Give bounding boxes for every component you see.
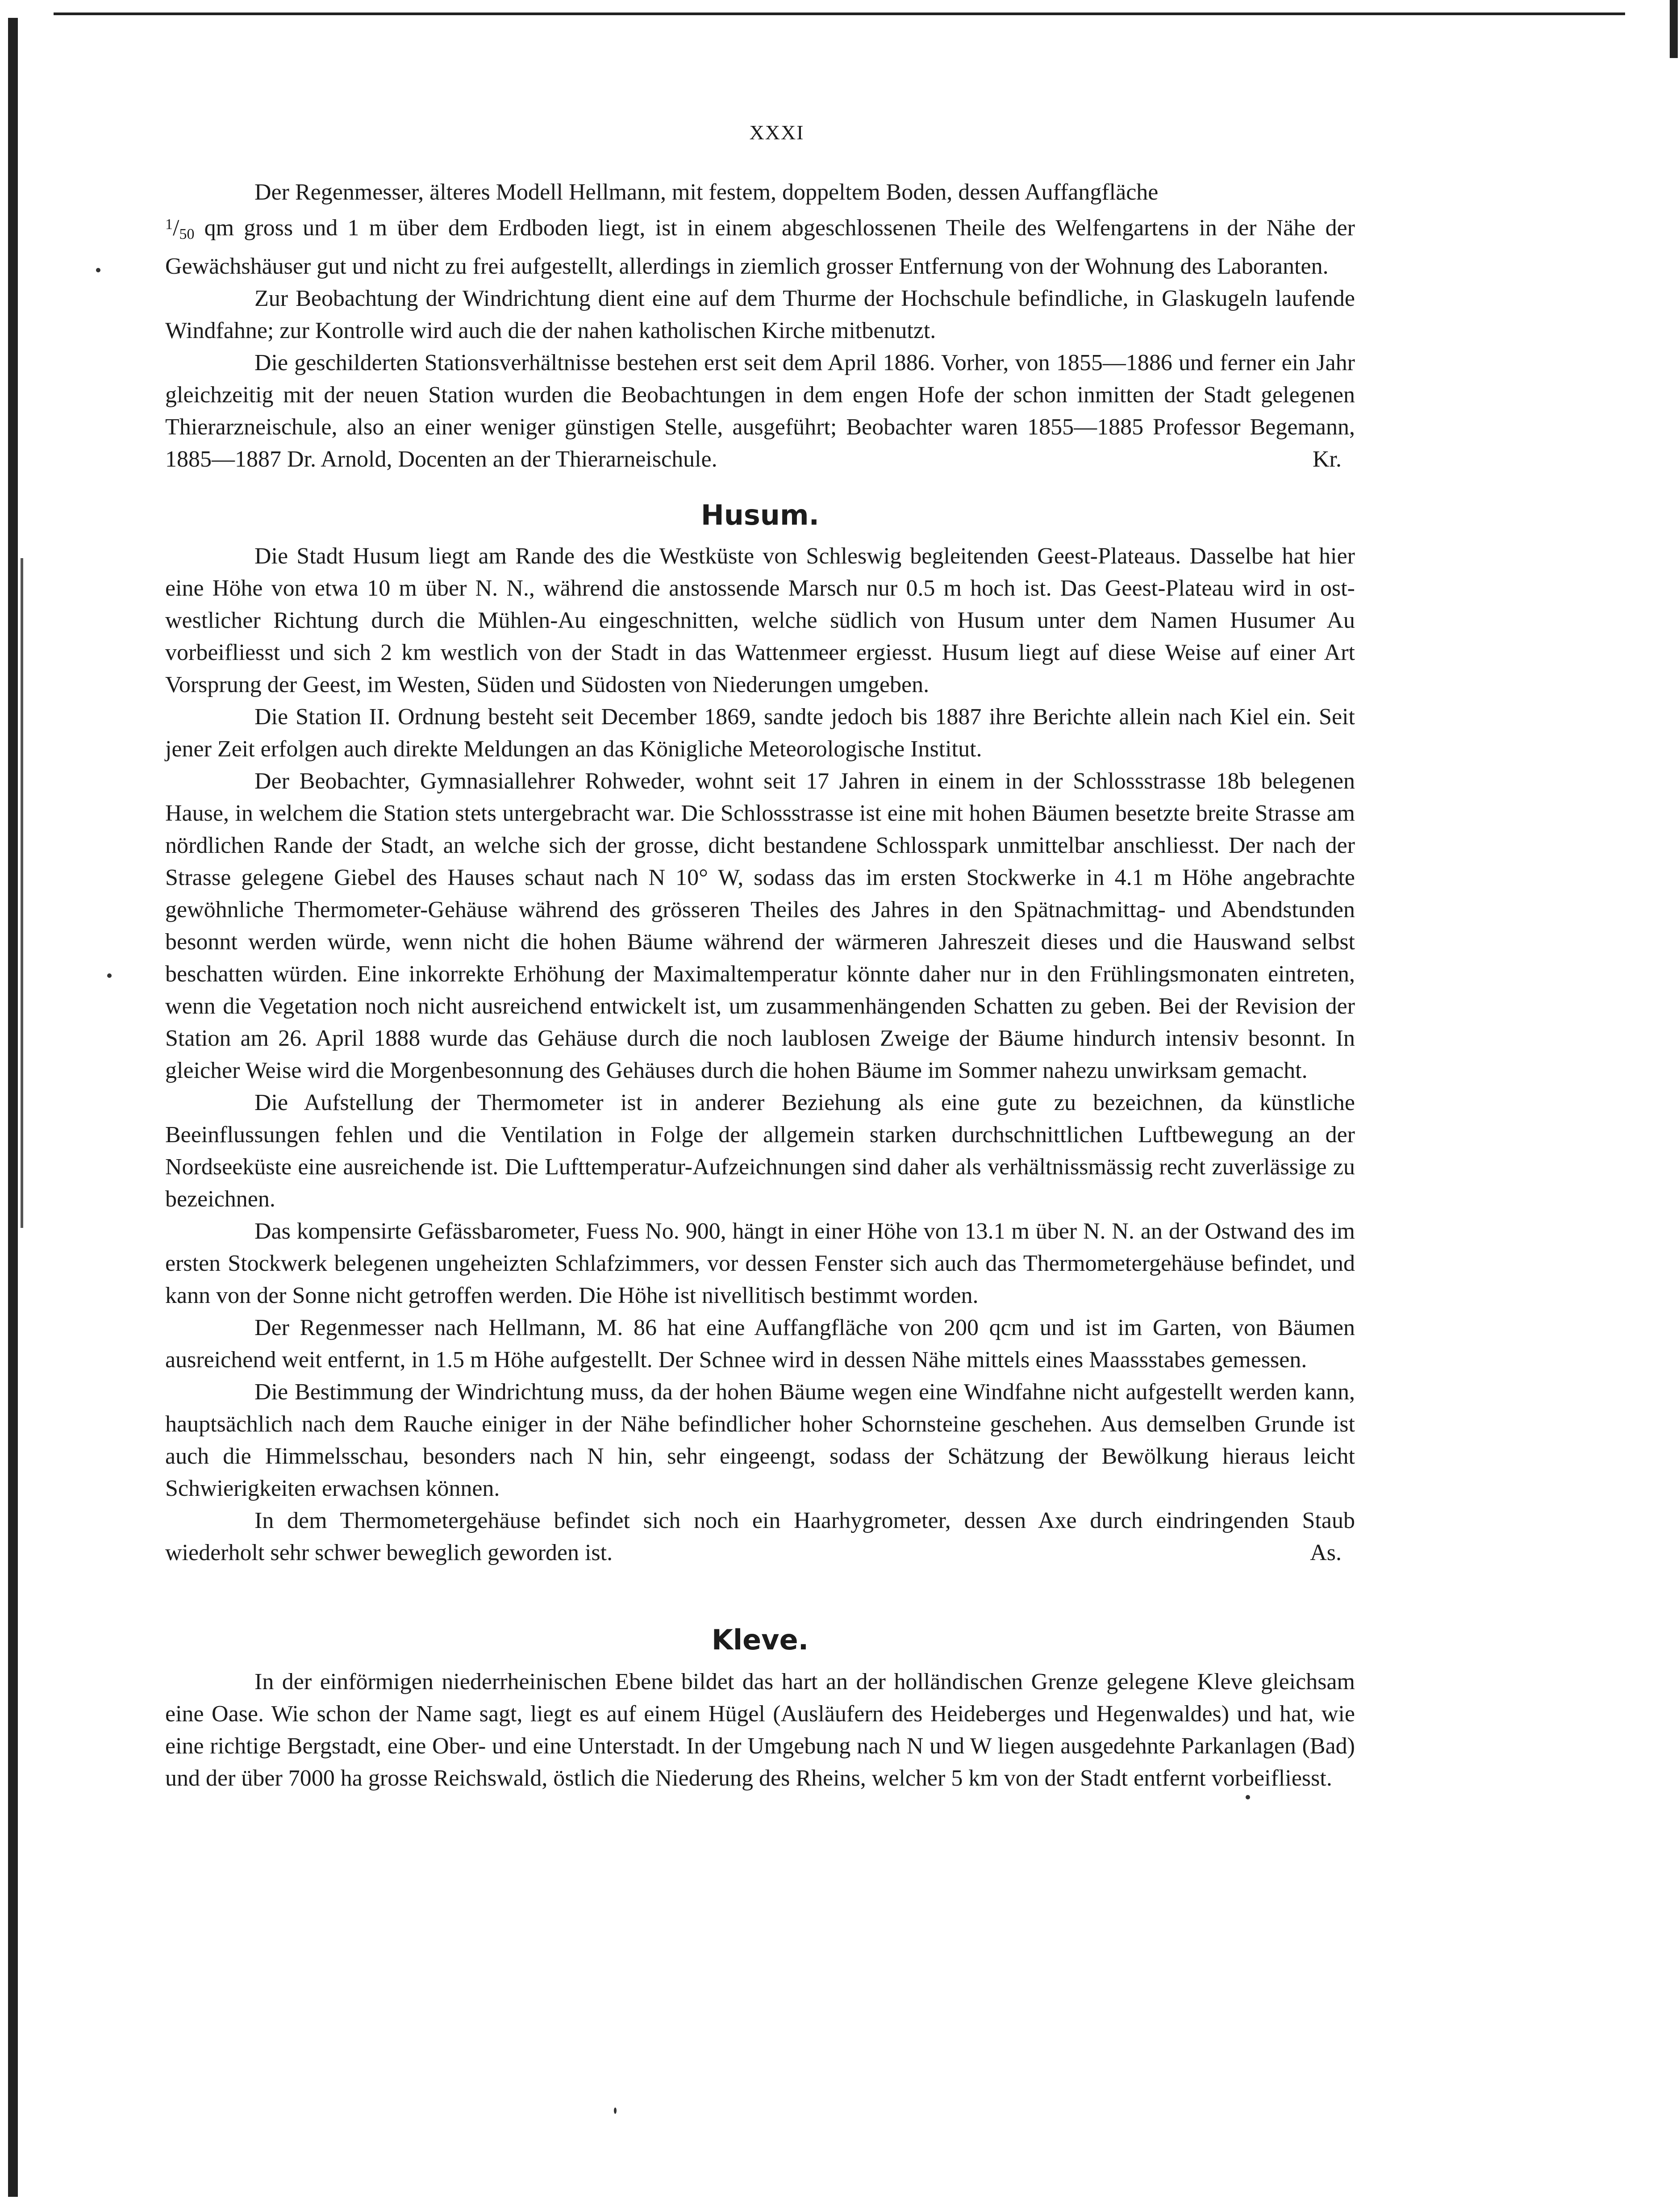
- author-signature-kr: Kr.: [1313, 447, 1342, 472]
- right-scan-edge: [1670, 0, 1678, 58]
- scan-speck: [1246, 1795, 1250, 1799]
- top-border-rule: [54, 13, 1625, 15]
- scan-speck: [96, 268, 100, 272]
- paragraph-kleve-1: In der einförmigen niederrheinischen Ebene bildet das hart an der holländischen Grenze gelegene Kleve gleichsam eine Oase. Wie schon der Name sagt, liegt es auf einem Hügel (Ausläufern des Heideberges und Hegenwaldes) und hat, wie eine richtige Bergstadt, eine Ober- und eine Unterstadt. In der Umgebung nach N und W liegen ausgedehnte Parkanlagen (Bad) und der über 7000 ha grosse Reichswald, östlich die Niederung des Rheins, welcher 5 km von der Stadt entfernt vorbeifliesst.: [165, 1669, 1355, 1791]
- section-heading-husum: Husum.: [700, 499, 820, 531]
- scan-speck: [614, 2108, 617, 2114]
- page-body: [165, 176, 1355, 1795]
- section-heading-kleve: Kleve.: [711, 1624, 809, 1656]
- paragraph-stationsverhaeltnisse: [165, 347, 1355, 476]
- fraction-numerator: 1: [165, 216, 173, 233]
- paragraph-husum-1: Die Stadt Husum liegt am Rande des die Westküste von Schleswig begleitenden Geest-Plateaus. Dasselbe hat hier eine Höhe von etwa 10 m über N. N., während die anstossende Marsch nur 0.5 m hoch ist. Das Geest-Plateau wird in ost-westlicher Richtung durch die Mühlen-Au eingeschnitten, welche südlich von Husum unter dem Namen Husumer Au vorbeifliesst und sich 2 km westlich von der Stadt in das Wattenmeer ergiesst. Husum liegt auf diese Weise auf einer Art Vorsprung der Geest, im Westen, Süden und Südosten von Niederungen umgeben.: [165, 543, 1355, 697]
- paragraph-regenmesser-text: qm gross und 1 m über dem Erdboden liegt, ist in einem abgeschlossenen Theile des Welfengartens in der Nähe der Gewächshäuser gut und nicht zu frei aufgestellt, allerdings in ziemlich grosser Entfernung von der Wohnung des Laboranten.: [165, 215, 1355, 279]
- paragraph-husum-8-text: In dem Thermometergehäuse befindet sich noch ein Haarhygrometer, dessen Axe durch eindringenden Staub wiederholt sehr schwer beweglich geworden ist.: [165, 1508, 1355, 1565]
- fraction-denominator: 50: [179, 226, 195, 242]
- scan-speck: [107, 973, 112, 978]
- left-scan-shadow: [21, 558, 23, 1228]
- page-number: XXXI: [749, 121, 805, 144]
- paragraph-husum-2: Die Station II. Ordnung besteht seit December 1869, sandte jedoch bis 1887 ihre Berichte allein nach Kiel ein. Seit jener Zeit erfolgen auch direkte Meldungen an das Königliche Meteorologische Institut.: [165, 704, 1355, 762]
- paragraph-husum-3: Der Beobachter, Gymnasiallehrer Rohweder, wohnt seit 17 Jahren in einem in der Schlossstrasse 18b belegenen Hause, in welchem die Station stets untergebracht war. Die Schlossstrasse ist eine mit hohen Bäumen besetzte breite Strasse am nördlichen Rande der Stadt, an welche sich der grosse, dicht bestandene Schlosspark unmittelbar anschliesst. Der nach der Strasse gelegene Giebel des Hauses schaut nach N 10° W, sodass das im ersten Stockwerke in 4.1 m Höhe angebrachte gewöhnliche Thermometer-Gehäuse während des grösseren Theiles des Jahres in den Spätnachmittag- und Abendstunden besonnt werden würde, wenn nicht die hohen Bäume während der wärmeren Jahreszeit dieses und die Hauswand selbst beschatten würden. Eine inkorrekte Erhöhung der Maximaltemperatur könnte daher nur in den Frühlingsmonaten eintreten, wenn die Vegetation noch nicht ausreichend entwickelt ist, um zusammenhängenden Schatten zu geben. Bei der Revision der Station am 26. April 1888 wurde das Gehäuse durch die noch laublosen Zweige der Bäume hindurch intensiv besonnt. In gleicher Weise wird die Morgenbesonnung des Gehäuses durch die hohen Bäume im Sommer nahezu unwirksam gemacht.: [165, 768, 1355, 1083]
- paragraph-husum-4: Die Aufstellung der Thermometer ist in anderer Beziehung als eine gute zu bezeichnen, da künstliche Beeinflussungen fehlen und die Ventilation in Folge der allgemein starken durchschnittlichen Luftbewegung an der Nordseeküste eine ausreichende ist. Die Lufttemperatur-Aufzeichnungen sind daher als verhältnissmässig recht zuverlässige zu bezeichnen.: [165, 1090, 1355, 1212]
- paragraph-regenmesser-cont: [165, 209, 1355, 283]
- left-scan-edge: [8, 18, 18, 2197]
- paragraph-windrichtung: Zur Beobachtung der Windrichtung dient eine auf dem Thurme der Hochschule befindliche, in Glaskugeln laufende Windfahne; zur Kontrolle wird auch die der nahen katholischen Kirche mitbenutzt.: [165, 286, 1355, 343]
- paragraph-regenmesser-intro: Der Regenmesser, älteres Modell Hellmann, mit festem, doppeltem Boden, dessen Auffangfläche: [254, 179, 1159, 205]
- paragraph-husum-8: [165, 1505, 1355, 1569]
- author-signature-as: As.: [1310, 1540, 1342, 1565]
- paragraph-husum-7: Die Bestimmung der Windrichtung muss, da der hohen Bäume wegen eine Windfahne nicht aufgestellt werden kann, hauptsächlich nach dem Rauche einiger in der Nähe befindlicher hoher Schornsteine geschehen. Aus demselben Grunde ist auch die Himmelsschau, besonders nach N hin, sehr eingeengt, sodass der Schätzung der Bewölkung hieraus leicht Schwierigkeiten erwachsen können.: [165, 1379, 1355, 1501]
- paragraph-husum-6: Der Regenmesser nach Hellmann, M. 86 hat eine Auffangfläche von 200 qcm und ist im Garten, von Bäumen ausreichend weit entfernt, in 1.5 m Höhe aufgestellt. Der Schnee wird in dessen Nähe mittels eines Maassstabes gemessen.: [165, 1315, 1355, 1373]
- paragraph-stationsverhaeltnisse-text: Die geschilderten Stationsverhältnisse bestehen erst seit dem April 1886. Vorher, von 1855—1886 und ferner ein Jahr gleichzeitig mit der neuen Station wurden die Beobachtungen in dem engen Hofe der schon inmitten der Stadt gelegenen Thierarzneischule, also an einer weniger günstigen Stelle, ausgeführt; Beobachter waren 1855—1885 Professor Begemann, 1885—1887 Dr. Arnold, Docenten an der Thierarneischule.: [165, 350, 1355, 472]
- paragraph-husum-5: Das kompensirte Gefässbarometer, Fuess No. 900, hängt in einer Höhe von 13.1 m über N. N. an der Ostwand des im ersten Stockwerk belegenen ungeheizten Schlafzimmers, vor dessen Fenster sich auch das Thermometergehäuse befindet, und kann von der Sonne nicht getroffen werden. Die Höhe ist nivellitisch bestimmt worden.: [165, 1219, 1355, 1308]
- fraction-qm: $^1/_{50}$: [165, 215, 195, 242]
